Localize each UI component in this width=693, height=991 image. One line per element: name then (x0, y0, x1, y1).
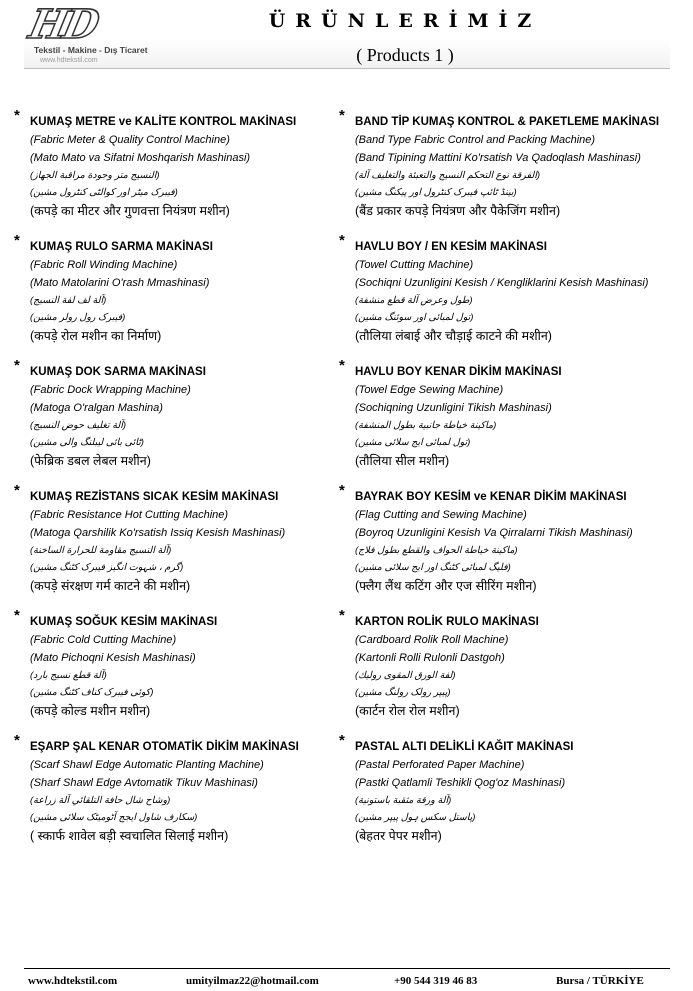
product-name-ur: (ٹائی بائی لیبلنگ والی مشین) (30, 437, 144, 448)
product-name-uz: (Sharf Shawl Edge Avtomatik Tikuv Mashinasi) (30, 777, 258, 789)
product-name-tr: KUMAŞ RULO SARMA MAKİNASI (30, 241, 213, 253)
bullet-asterisk: * (339, 107, 345, 124)
product-name-tr: KUMAŞ DOK SARMA MAKİNASI (30, 366, 206, 378)
product-name-uz: (Mato Matolarini O'rash Mmashinasi) (30, 277, 210, 289)
bullet-asterisk: * (14, 732, 20, 749)
product-name-ar: (آلة قطع نسيج بارد) (30, 670, 107, 681)
product-name-en: (Band Type Fabric Control and Packing Machine) (355, 134, 596, 146)
product-name-en: (Fabric Cold Cutting Machine) (30, 634, 177, 646)
bullet-asterisk: * (14, 357, 20, 374)
product-name-tr: KUMAŞ REZİSTANS SICAK KESİM MAKİNASI (30, 491, 279, 503)
product-name-ur: (کوئی فیبرک کناف کٹنگ مشین) (30, 687, 154, 698)
bullet-asterisk: * (339, 357, 345, 374)
product-name-ar: (الفرقة نوع التحكم النسيج والتعبئة والتغليف آلة) (355, 170, 541, 181)
product-name-uz: (Boyroq Uzunligini Kesish Va Qirralarni Tikish Mashinasi) (355, 527, 633, 539)
company-logo (25, 1, 148, 66)
product-name-hi: (बैंड प्रकार कपड़े नियंत्रण और पैकेजिंग मशीन) (355, 204, 561, 218)
product-name-hi: (कपड़े का मीटर और गुणवत्ता नियंत्रण मशीन) (30, 204, 230, 218)
product-name-uz: (Mato Mato va Sifatni Moshqarish Mashinasi) (30, 152, 251, 164)
bullet-asterisk: * (14, 232, 20, 249)
product-name-en: (Towel Edge Sewing Machine) (355, 384, 504, 396)
product-name-tr: KUMAŞ SOĞUK KESİM MAKİNASI (30, 616, 218, 628)
product-name-ar: (النسيج متر وجودة مراقبة الجهاز) (30, 170, 160, 181)
product-name-hi: ( स्कार्फ शावेल बड़ी स्वचालित सिलाई मशीन) (30, 829, 229, 843)
bullet-asterisk: * (339, 482, 345, 499)
product-name-uz: (Mato Pichoqni Kesish Mashinasi) (30, 652, 196, 664)
product-name-tr: KARTON ROLİK RULO MAKİNASI (355, 616, 539, 628)
product-name-hi: (तौलिया सील मशीन) (355, 454, 450, 468)
product-name-ur: (تول لمبائی ایج سلائی مشین) (355, 437, 471, 448)
product-name-ur: (فلیگ لمبائی کٹنگ اور ایج سلائی مشین) (355, 562, 511, 573)
product-name-ar: (آلة تغليف حوض النسيج) (30, 420, 127, 431)
bullet-asterisk: * (339, 732, 345, 749)
page-subtitle: ( Products 1 ) (356, 45, 454, 65)
product-name-ar: (ماكينة خياطة الحواف والقطع بطول فلاج) (355, 545, 518, 556)
footer-website-link[interactable]: www.hdtekstil.com (28, 975, 118, 987)
product-name-hi: (बेहतर पेपर मशीन) (355, 829, 442, 843)
product-name-uz: (Sochiqning Uzunligini Tikish Mashinasi) (355, 402, 552, 414)
product-name-hi: (कार्टन रोल रोल मशीन) (355, 704, 460, 718)
product-name-tr: HAVLU BOY KENAR DİKİM MAKİNASI (355, 366, 562, 378)
product-name-ar: (ماكينة خياطة جانبية بطول المنشفة) (355, 420, 497, 431)
product-name-en: (Pastal Perforated Paper Machine) (355, 759, 525, 771)
product-name-en: (Flag Cutting and Sewing Machine) (355, 509, 527, 521)
product-name-en: (Fabric Meter & Quality Control Machine) (30, 134, 230, 146)
product-name-ur: (پیپر رولک رولنگ مشین) (355, 687, 451, 698)
product-name-hi: (कपड़े कोल्ड मशीन मशीन) (30, 704, 151, 718)
product-name-tr: BAYRAK BOY KESİM ve KENAR DİKİM MAKİNASI (355, 491, 627, 503)
product-name-ar: (آلة ورقة مثقبة باستونية) (355, 795, 452, 806)
product-name-ur: (پاستل سکس ہول پیپر مشین) (355, 812, 476, 823)
product-name-ur: (سکارف شاول ایجج آٹومیٹک سلائی مشین) (30, 812, 198, 823)
product-name-en: (Towel Cutting Machine) (355, 259, 474, 271)
bullet-asterisk: * (14, 607, 20, 624)
product-name-tr: BAND TİP KUMAŞ KONTROL & PAKETLEME MAKİNASI (355, 116, 660, 128)
bullet-asterisk: * (14, 482, 20, 499)
logo-tagline: Tekstil - Makine - Dış Ticaret (34, 45, 148, 55)
product-name-en: (Fabric Dock Wrapping Machine) (30, 384, 191, 396)
product-name-tr: EŞARP ŞAL KENAR OTOMATİK DİKİM MAKİNASI (30, 741, 299, 753)
product-name-ar: (آلة لف لفة النسيج) (30, 295, 107, 306)
product-name-en: (Cardboard Rolik Roll Machine) (355, 634, 509, 646)
product-name-en: (Fabric Roll Winding Machine) (30, 259, 178, 271)
page-footer (24, 975, 670, 989)
product-name-en: (Scarf Shawl Edge Automatic Planting Machine) (30, 759, 264, 771)
product-name-hi: (कपड़े रोल मशीन का निर्माण) (30, 329, 162, 343)
logo-url: www.hdtekstil.com (40, 57, 98, 64)
product-name-ur: (فیبرک رول رولر مشین) (30, 312, 126, 323)
footer-phone: +90 544 319 46 83 (394, 975, 478, 987)
product-name-ar: (طول وعرض آلة قطع منشفة) (355, 295, 473, 306)
logo-letters: HD (25, 1, 100, 48)
product-name-ur: (گرم ، شہوت انگیز فیبرک کٹنگ مشین) (30, 562, 184, 573)
product-name-hi: (कपड़े संरक्षण गर्म काटने की मशीन) (30, 579, 191, 593)
page-header (24, 2, 670, 69)
bullet-asterisk: * (339, 232, 345, 249)
footer-email-link[interactable]: umityilmaz22@hotmail.com (186, 975, 319, 987)
bullet-asterisk: * (14, 107, 20, 124)
product-name-uz: (Pastki Qatlamli Teshikli Qog'oz Mashinasi) (355, 777, 566, 789)
product-name-tr: KUMAŞ METRE ve KALİTE KONTROL MAKİNASI (30, 116, 297, 128)
product-name-tr: PASTAL ALTI DELİKLİ KAĞIT MAKİNASI (355, 741, 574, 753)
product-name-uz: (Band Tipining Mattini Ko'rsatish Va Qadoqlash Mashinasi) (355, 152, 641, 164)
page-title: ÜRÜNLERİMİZ (268, 10, 542, 32)
product-name-ar: (لفة الورق المقوى روليك) (355, 670, 456, 681)
product-name-uz: (Matoga O'ralgan Mashina) (30, 402, 163, 414)
product-name-ar: (آلة النسيج مقاومة للحرارة الساخنة) (30, 545, 172, 556)
product-name-hi: (फेब्रिक डबल लेबल मशीन) (30, 454, 151, 468)
product-name-ur: (بینڈ ٹائپ فیبرک کنٹرول اور پیکنگ مشین) (355, 187, 517, 198)
product-name-tr: HAVLU BOY / EN KESİM MAKİNASI (355, 241, 547, 253)
product-name-uz: (Matoga Qarshilik Ko'rsatish Issiq Kesish Mashinasi) (30, 527, 286, 539)
bullet-asterisk: * (339, 607, 345, 624)
product-name-hi: (तौलिया लंबाई और चौड़ाई काटने की मशीन) (355, 329, 552, 343)
product-name-ar: (وشاح شال حافة التلقائي آلة زراعة) (30, 795, 171, 806)
footer-divider (24, 968, 670, 969)
product-name-ur: (تول لمبائی اور سوئنگ مشین) (355, 312, 474, 323)
product-name-en: (Fabric Resistance Hot Cutting Machine) (30, 509, 229, 521)
product-name-ur: (فیبرک میٹر اور کوالٹی کنٹرول مشین) (30, 187, 178, 198)
product-name-uz: (Kartonli Rolli Rulonli Dastgoh) (355, 652, 505, 664)
product-name-hi: (फ्लैग लैंथ कटिंग और एज सीरिंग मशीन) (355, 579, 537, 593)
product-name-uz: (Sochiqni Uzunligini Kesish / Kengliklarini Kesish Mashinasi) (355, 277, 649, 289)
footer-location: Bursa / TÜRKİYE (556, 975, 644, 987)
